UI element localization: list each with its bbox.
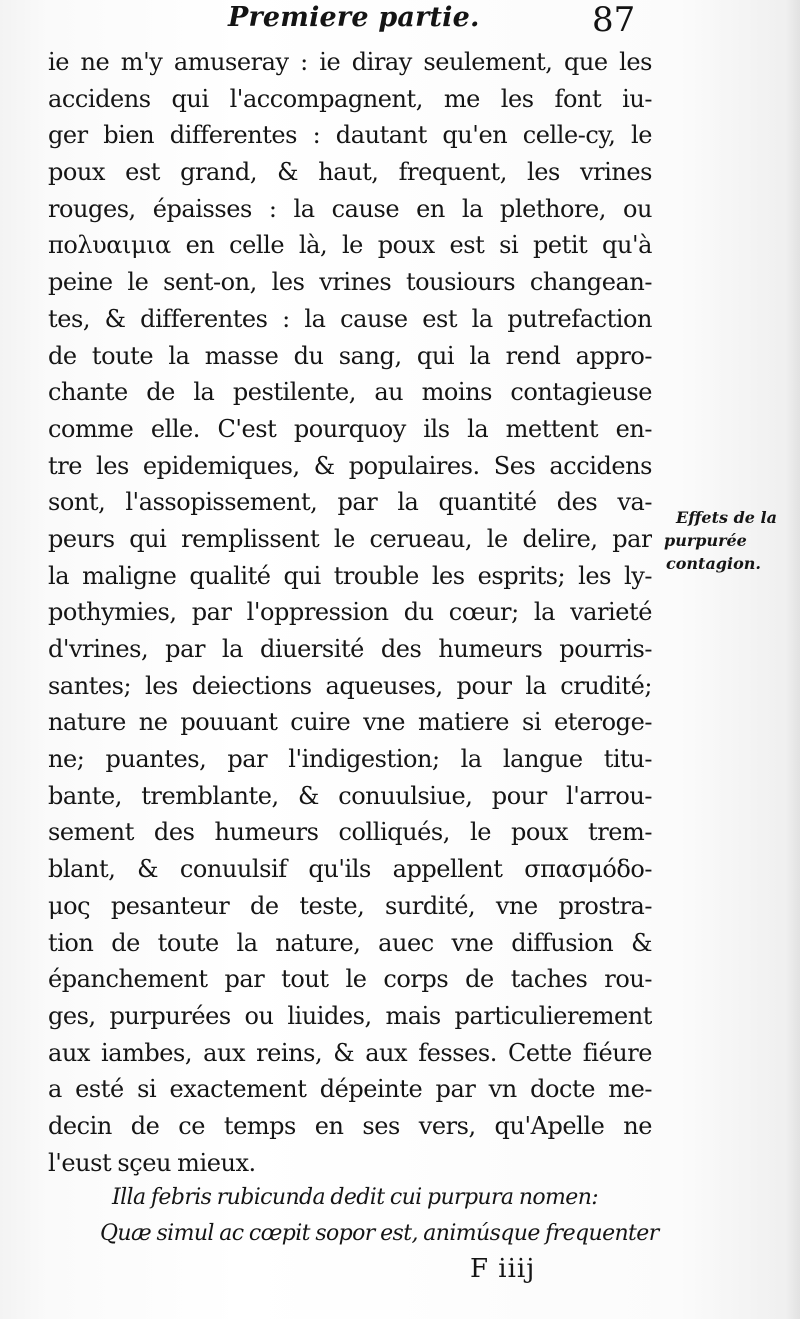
body-line: épanchement par tout le corps de taches rou- [48, 965, 652, 994]
body-line: bante, tremblante, & conuulsiue, pour l'arrou- [48, 781, 652, 810]
margin-note-line: contagion. [666, 554, 761, 573]
body-line: rouges, épaisses : la cause en la plethore, ou [48, 194, 652, 223]
body-line: pothymies, par l'oppression du cœur; la varieté [48, 598, 652, 627]
body-line: sont, l'assopissement, par la quantité des va- [48, 488, 652, 517]
body-line: comme elle. C'est pourquoy ils la mettent en- [48, 414, 652, 443]
page-number: 87 [592, 0, 636, 40]
body-line: ie ne m'y amuseray : ie diray seulement, que les [48, 48, 652, 76]
signature-mark: F iiij [470, 1254, 536, 1284]
latin-verse [100, 1180, 660, 1252]
body-line: tion de toute la nature, auec vne diffusion & [48, 928, 652, 957]
body-line: aux iambes, aux reins, & aux fesses. Cette fiéure [48, 1038, 652, 1067]
body-line: la maligne qualité qui trouble les esprits; les ly- [48, 561, 652, 590]
margin-note-line: Effets de la [676, 508, 777, 527]
margin-note [664, 506, 798, 575]
running-head: Premiere partie. [228, 2, 480, 33]
margin-note-line: purpurée [664, 531, 747, 550]
body-line: sement des humeurs colliqués, le poux trem- [48, 818, 652, 847]
body-line: πολυαιμια en celle là, le poux est si petit qu'à [48, 231, 652, 260]
body-line: ger bien differentes : dautant qu'en celle-cy, le [48, 121, 652, 150]
body-line: l'eust sçeu mieux. [48, 1148, 256, 1177]
body-line: accidens qui l'accompagnent, me les font iu- [48, 84, 652, 113]
body-line: ne; puantes, par l'indigestion; la langue titu- [48, 745, 652, 774]
body-line: peine le sent-on, les vrines tousiours changean- [48, 268, 652, 297]
body-line: santes; les deiections aqueuses, pour la crudité; [48, 671, 652, 700]
body-line: tre les epidemiques, & populaires. Ses accidens [48, 451, 652, 480]
body-line: de toute la masse du sang, qui la rend appro- [48, 341, 652, 370]
body-line: ges, purpurées ou liuides, mais particulierement [48, 1001, 652, 1030]
body-line: poux est grand, & haut, frequent, les vrines [48, 158, 652, 187]
page-gutter-shadow [786, 0, 800, 1319]
body-text [48, 44, 660, 1181]
body-line: μος pesanteur de teste, surdité, vne prostra- [48, 891, 652, 920]
verse-line: Illa febris rubicunda dedit cui purpura nomen: [112, 1185, 599, 1210]
body-line: decin de ce temps en ses vers, qu'Apelle ne [48, 1111, 652, 1140]
body-line: blant, & conuulsif qu'ils appellent σπασμόδο- [48, 855, 652, 884]
body-line: nature ne pouuant cuire vne matiere si eteroge- [48, 708, 652, 737]
body-line: chante de la pestilente, au moins contagieuse [48, 378, 652, 407]
body-line: a esté si exactement dépeinte par vn docte me- [48, 1075, 652, 1104]
body-line: peurs qui remplissent le cerueau, le delire, par [48, 524, 652, 553]
verse-line: Quæ simul ac cœpit sopor est, animúsque frequenter [100, 1221, 659, 1246]
body-line: tes, & differentes : la cause est la putrefaction [48, 304, 652, 333]
body-line: d'vrines, par la diuersité des humeurs pourris- [48, 635, 652, 663]
